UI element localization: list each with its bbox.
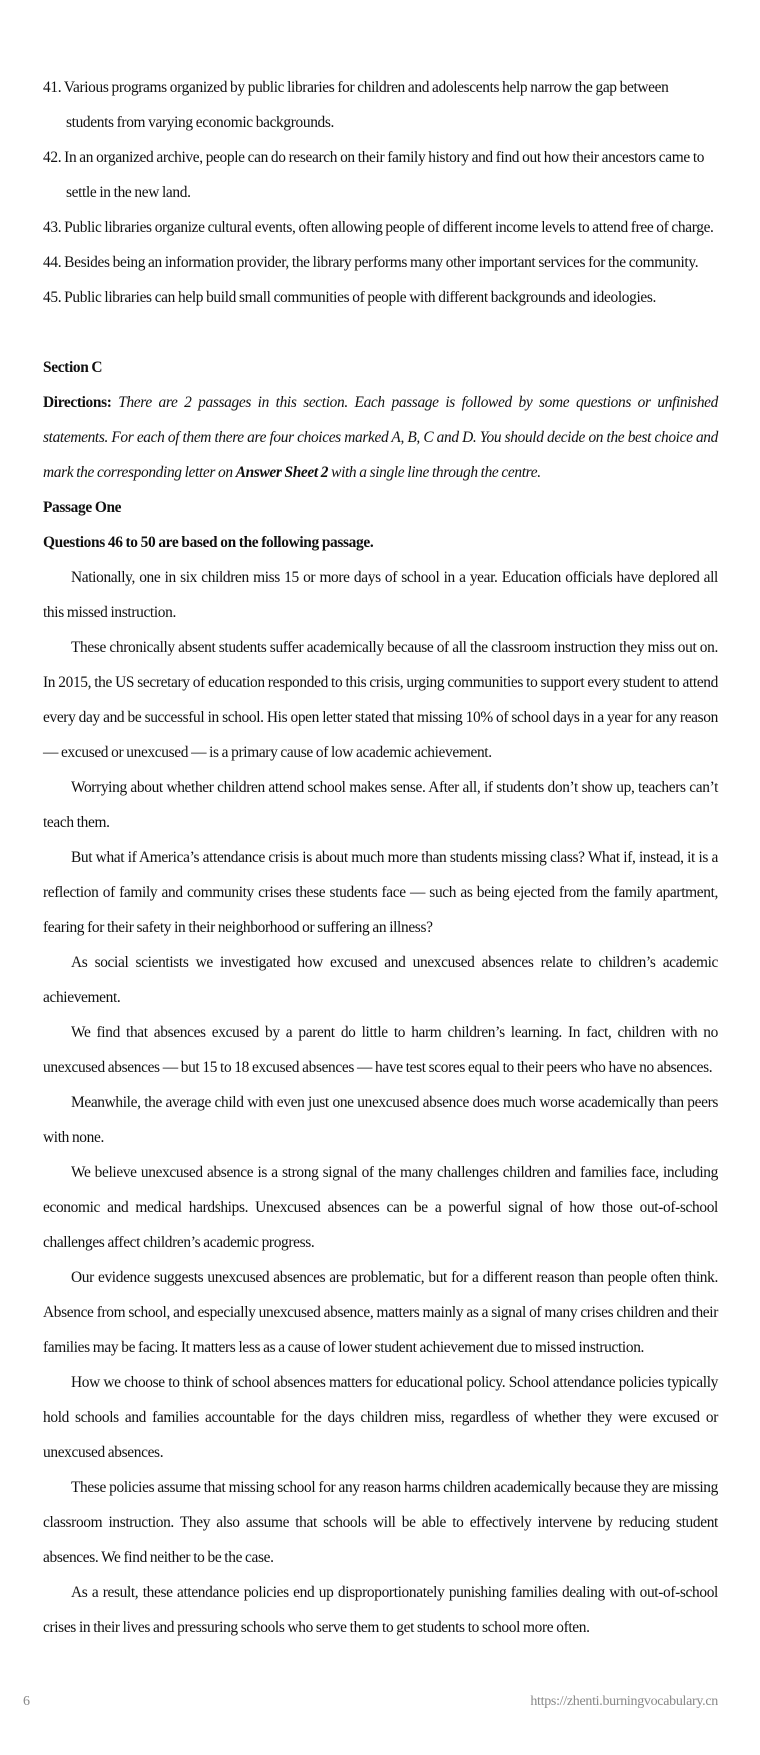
paragraph: Meanwhile, the average child with even just one unexcused absence does much worse academically than peers with none. (43, 1094, 718, 1146)
paragraph: Nationally, one in six children miss 15 or more days of school in a year. Education officials have deplored all this missed instruction. (43, 569, 718, 621)
section-title: Section C (43, 359, 103, 376)
questions-note: Questions 46 to 50 are based on the following passage. (43, 534, 374, 551)
statement-45: 45. Public libraries can help build small communities of people with different backgrounds and ideologies. (43, 289, 656, 306)
paragraph: How we choose to think of school absences matters for educational policy. School attendance policies typically hold schools and families accountable for the days children miss, regardless of whether they were excused or unexcused absences. (43, 1374, 718, 1461)
directions-label: Directions: (43, 394, 112, 411)
paragraph: As social scientists we investigated how excused and unexcused absences relate to children’s academic achievement. (43, 954, 718, 1006)
statement-41: 41. Various programs organized by public libraries for children and adolescents help narrow the gap between students from varying economic backgrounds. (43, 79, 669, 131)
paragraph: Our evidence suggests unexcused absences are problematic, but for a different reason than people often think. Absence from school, and especially unexcused absence, matters mainly as a signal of many crises children and their families may be facing. It matters less as a cause of lower student achievement due to missed instruction. (43, 1269, 718, 1356)
statement-43: 43. Public libraries organize cultural events, often allowing people of different income levels to attend free of charge. (43, 219, 714, 236)
document-page (43, 70, 718, 1645)
paragraph: But what if America’s attendance crisis is about much more than students missing class? What if, instead, it is a reflection of family and community crises these students face — such as being ejected from the family apartment, fearing for their safety in their neighborhood or suffering an illness? (43, 849, 718, 936)
passage-title: Passage One (43, 499, 122, 516)
paragraph: These chronically absent students suffer academically because of all the classroom instruction they miss out on. In 2015, the US secretary of education responded to this crisis, urging communities to support every student to attend every day and be successful in school. His open letter stated that missing 10% of school days in a year for any reason — excused or unexcused — is a primary cause of low academic achievement. (43, 639, 718, 761)
directions-text: There are 2 passages in this section. Each passage is followed by some questions or unfinished statements. For each of them there are four choices marked A, B, C and D. You should decide on the best choice and mark the corresponding letter on (43, 394, 718, 481)
directions-text-end: with a single line through the centre. (328, 464, 541, 481)
paragraph: Worrying about whether children attend school makes sense. After all, if students don’t show up, teachers can’t teach them. (43, 779, 718, 831)
statement-44: 44. Besides being an information provider, the library performs many other important services for the community. (43, 254, 699, 271)
paragraph: We believe unexcused absence is a strong signal of the many challenges children and families face, including economic and medical hardships. Unexcused absences can be a powerful signal of how those out-of-school challenges affect children’s academic progress. (43, 1164, 718, 1251)
section-spacer (43, 315, 718, 350)
statement-42: 42. In an organized archive, people can do research on their family history and find out how their ancestors came to settle in the new land. (43, 149, 705, 201)
answer-sheet-label: Answer Sheet 2 (235, 464, 329, 481)
page-number: 6 (23, 1694, 30, 1709)
footer-url: https://zhenti.burningvocabulary.cn (530, 1694, 718, 1709)
paragraph: As a result, these attendance policies end up disproportionately punishing families dealing with out-of-school crises in their lives and pressuring schools who serve them to get students to school more often. (43, 1584, 718, 1636)
paragraph: These policies assume that missing school for any reason harms children academically because they are missing classroom instruction. They also assume that schools will be able to effectively intervene by reducing student absences. We find neither to be the case. (43, 1479, 718, 1566)
directions (43, 385, 718, 490)
paragraph: We find that absences excused by a parent do little to harm children’s learning. In fact, children with no unexcused absences — but 15 to 18 excused absences — have test scores equal to their peers who have no absences. (43, 1024, 718, 1076)
